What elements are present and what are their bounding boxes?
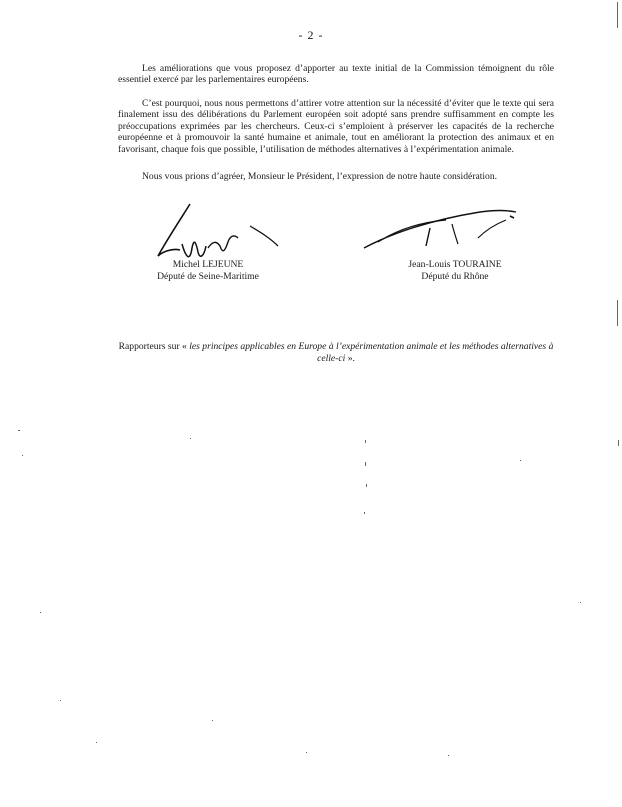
- signatory-touraine-name: Jean-Louis TOURAINE: [408, 259, 502, 270]
- rapporteurs-subject: les principes applicables en Europe à l’expérimentation animale et les méthodes alternatives à celle-ci: [189, 341, 554, 364]
- paragraph-1-text: Les améliorations que vous proposez d’apporter au texte initial de la Commission témoignent du rôle essentiel exercé par les parlementaires européens.: [118, 63, 554, 86]
- rapporteurs-prefix: Rapporteurs sur «: [118, 341, 190, 352]
- signatory-lejeune-title: Député de Seine-Maritime: [157, 271, 259, 282]
- signatory-lejeune-name: Michel LEJEUNE: [172, 259, 244, 270]
- page-number: - 2 -: [298, 28, 324, 42]
- paragraph-2-text: C’est pourquoi, nous nous permettons d’attirer votre attention sur la nécessité d’éviter que le texte qui sera finalement issu des délibérations du Parlement européen soit adopté sans prendre suffisamment en compte les préoccupations exprimées par les chercheurs. Ceux-ci s’emploient à préserver les capacités de la recherche européenne et à promouvoir la santé humaine et animale, tout en améliorant la protection des animaux et en favorisant, chaque fois que possible, l’utilisation de méthodes alternatives à l’expérimentation animale.: [118, 98, 554, 155]
- rapporteurs-suffix: ».: [345, 352, 355, 364]
- paragraph-3-text: Nous vous prions d’agréer, Monsieur le Président, l’expression de notre haute considération.: [142, 171, 498, 182]
- signatory-touraine-title: Député du Rhône: [421, 271, 489, 282]
